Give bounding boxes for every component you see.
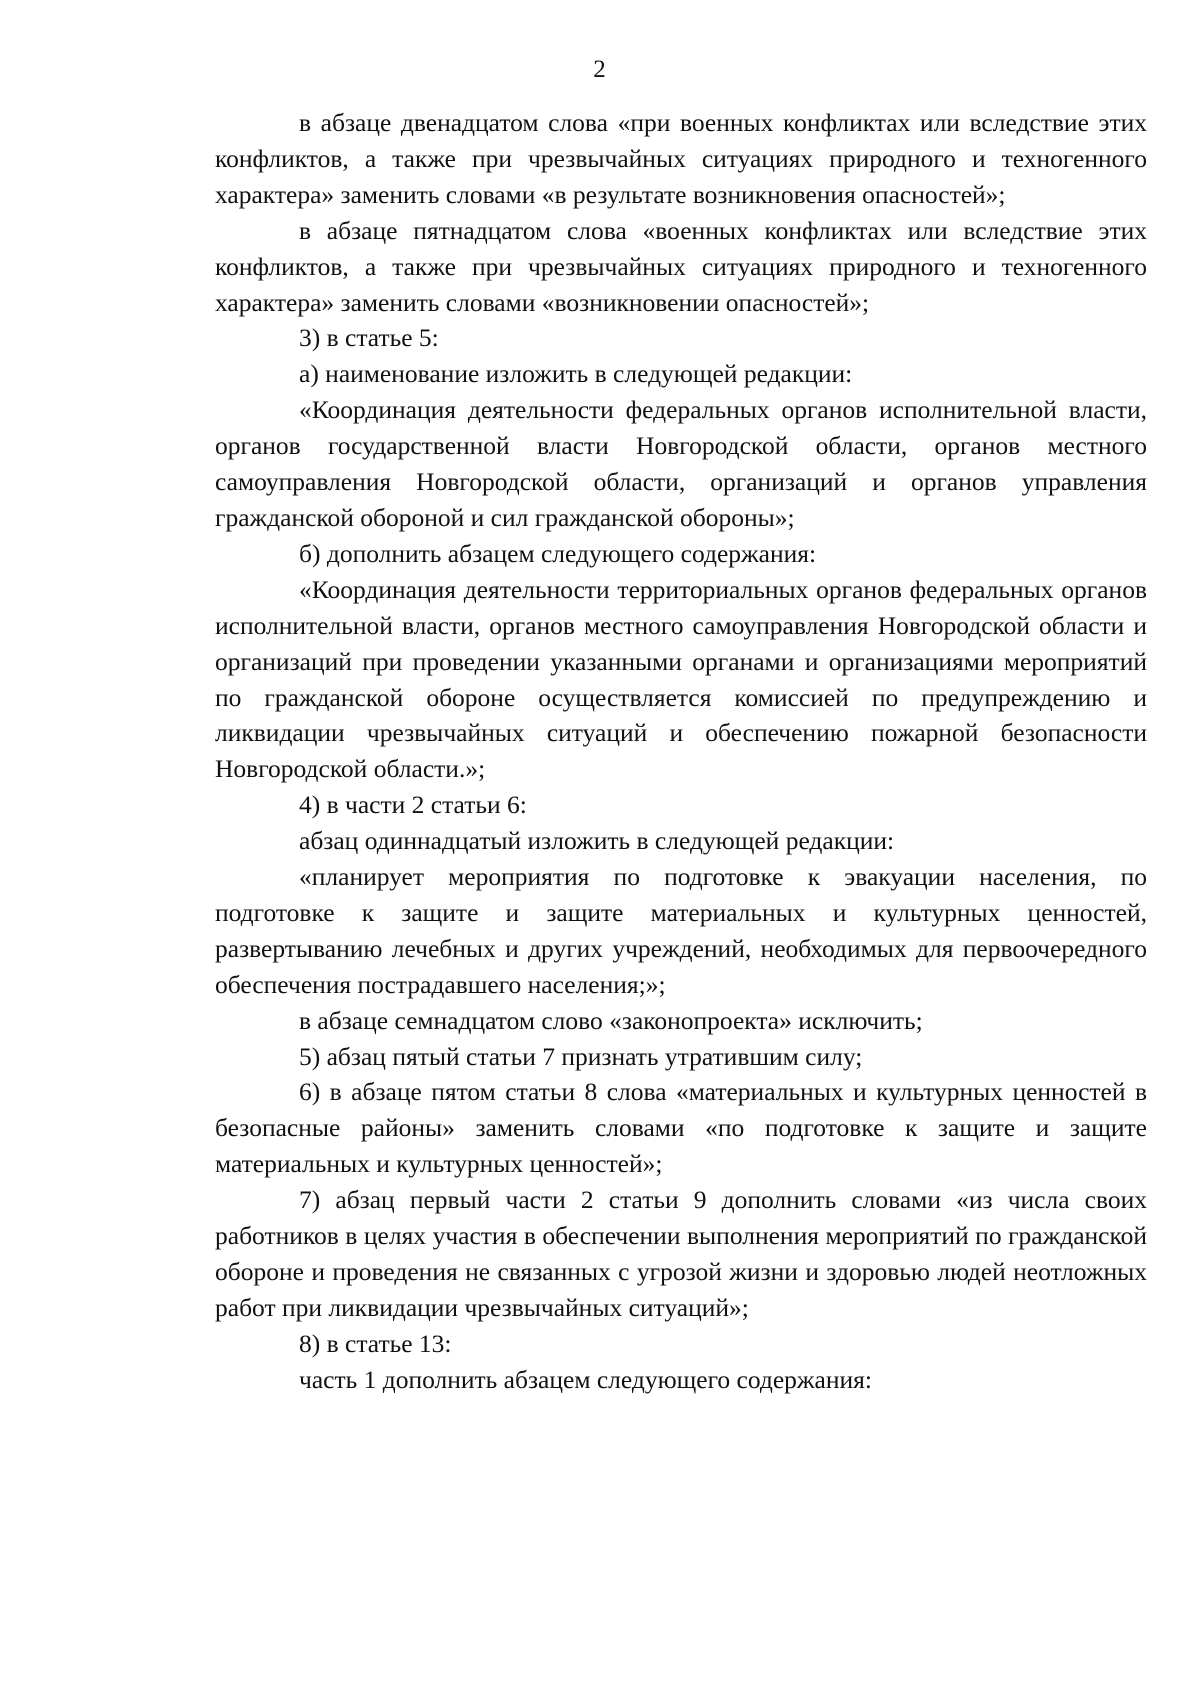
paragraph-11: в абзаце семнадцатом слово «законопроекта» исключить; — [299, 1005, 923, 1035]
paragraph-15: 8) в статье 13: — [299, 1328, 452, 1358]
paragraph-7: «Координация деятельности территориальных органов федеральных органов исполнительной власти, органов местного самоуправления Новгородской области и организаций при проведении указанными органами и организациями мероприятий по гражданской обороне осуществляется комиссией по предупреждению и ликвидации чрезвычайных ситуаций и обеспечению пожарной безопасности Новгородской области.»; — [215, 574, 1147, 784]
paragraph-2: в абзаце пятнадцатом слова «военных конфликтах или вследствие этих конфликтов, а также при чрезвычайных ситуациях природного и техногенного характера» заменить словами «возникновении опасностей»; — [215, 215, 1147, 317]
paragraph-1: в абзаце двенадцатом слова «при военных конфликтах или вследствие этих конфликтов, а также при чрезвычайных ситуациях природного и техногенного характера» заменить словами «в результате возникновения опасностей»; — [215, 108, 1147, 209]
paragraph-5: «Координация деятельности федеральных органов исполнительной власти, органов государственной власти Новгородской области, органов местного самоуправления Новгородской области, организаций и органов управления гражданской обороной и сил гражданской обороны»; — [215, 395, 1147, 532]
paragraph-6: б) дополнить абзацем следующего содержания: — [299, 538, 817, 568]
paragraph-14: 7) абзац первый части 2 статьи 9 дополнить словами «из числа своих работников в целях участия в обеспечении выполнения мероприятий по гражданской обороне и проведения не связанных с угрозой жизни и здоровью людей неотложных работ при ликвидации чрезвычайных ситуаций»; — [215, 1185, 1147, 1322]
paragraph-13: 6) в абзаце пятом статьи 8 слова «материальных и культурных ценностей в безопасные районы» заменить словами «по подготовке к защите и защите материальных и культурных ценностей»; — [215, 1077, 1147, 1179]
page-number: 2 — [593, 56, 606, 83]
paragraph-4: а) наименование изложить в следующей редакции: — [299, 359, 853, 389]
paragraph-9: абзац одиннадцатый изложить в следующей редакции: — [299, 826, 895, 856]
paragraph-8: 4) в части 2 статьи 6: — [299, 790, 527, 820]
paragraph-12: 5) абзац пятый статьи 7 признать утратившим силу; — [299, 1041, 863, 1071]
document-body — [215, 105, 1147, 1398]
paragraph-3: 3) в статье 5: — [299, 323, 439, 353]
paragraph-10: «планирует мероприятия по подготовке к эвакуации населения, по подготовке к защите и защите материальных и культурных ценностей, развертыванию лечебных и других учреждений, необходимых для первоочередного обеспечения пострадавшего населения;»; — [215, 862, 1147, 999]
paragraph-16: часть 1 дополнить абзацем следующего содержания: — [299, 1364, 872, 1394]
